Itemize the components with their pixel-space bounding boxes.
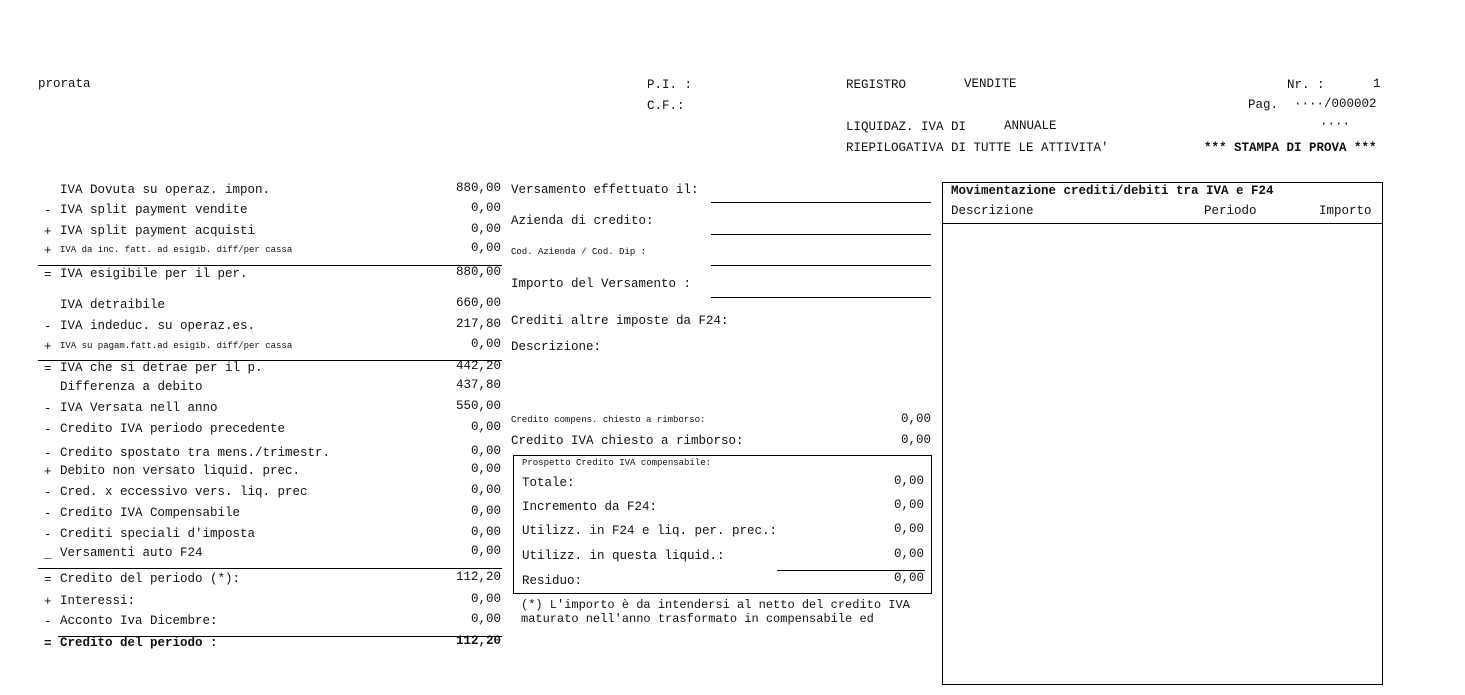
row-sign: -	[44, 507, 52, 521]
divider	[38, 265, 502, 266]
row-value: 0,00	[470, 420, 501, 434]
row-sign: -	[44, 423, 52, 437]
row-value: 0,00	[470, 544, 501, 558]
liquidaz-label: LIQUIDAZ. IVA DI	[846, 120, 967, 134]
totale-value: 0,00	[893, 474, 924, 488]
row-sign: -	[44, 447, 52, 461]
row-sign: _	[44, 547, 52, 561]
row-value: 0,00	[470, 222, 501, 236]
row-sign: =	[44, 362, 52, 376]
row-value: 660,00	[455, 296, 501, 310]
row-label: IVA indeduc. su operaz.es.	[60, 319, 256, 333]
row-label: IVA che si detrae per il p.	[60, 361, 263, 375]
row-sign: =	[44, 573, 52, 587]
utilizz-questa-value: 0,00	[893, 547, 924, 561]
row-value: 0,00	[470, 462, 501, 476]
row-value: 0,00	[470, 592, 501, 606]
divider	[38, 568, 502, 569]
importo-line	[711, 297, 931, 298]
row-value: 437,80	[455, 378, 501, 392]
utilizz-f24-label: Utilizz. in F24 e liq. per. prec.:	[522, 524, 778, 538]
row-label: Interessi:	[60, 594, 136, 608]
col-importo: Importo	[1319, 204, 1372, 218]
row-sign: +	[44, 244, 52, 258]
nr-label: Nr. :	[1287, 78, 1325, 92]
prospetto-credito-box	[513, 455, 932, 594]
liquidaz-value: ANNUALE	[1004, 119, 1057, 133]
row-label: Debito non versato liquid. prec.	[60, 464, 301, 478]
descrizione-label: Descrizione:	[511, 340, 602, 354]
row-value: 0,00	[470, 201, 501, 215]
row-sign: +	[44, 225, 52, 239]
row-value: 880,00	[455, 265, 501, 279]
row-label: Crediti speciali d'imposta	[60, 527, 256, 541]
row-sign: +	[44, 465, 52, 479]
row-sign: -	[44, 486, 52, 500]
row-label: IVA su pagam.fatt.ad esigib. diff/per cassa	[60, 341, 293, 351]
movimentazione-title: Movimentazione crediti/debiti tra IVA e F24	[951, 184, 1274, 198]
row-value: 0,00	[470, 483, 501, 497]
row-label: IVA Versata nell anno	[60, 401, 218, 415]
versamento-date-line	[711, 202, 931, 203]
azienda-line	[711, 234, 931, 235]
credito-iva-rimborso-value: 0,00	[900, 433, 931, 447]
versamento-label: Versamento effettuato il:	[511, 183, 699, 197]
row-label: Credito IVA periodo precedente	[60, 422, 286, 436]
row-sign: =	[44, 637, 52, 651]
movimentazione-panel	[942, 182, 1383, 685]
row-sign: -	[44, 528, 52, 542]
row-label: IVA da inc. fatt. ad esigib. diff/per cassa	[60, 245, 293, 255]
divider	[38, 360, 502, 361]
incremento-value: 0,00	[893, 498, 924, 512]
residuo-label: Residuo:	[522, 574, 583, 588]
row-label: Versamenti auto F24	[60, 546, 203, 560]
row-label: IVA split payment vendite	[60, 203, 248, 217]
note-line-1: (*) L'importo è da intendersi al netto del credito IVA	[521, 598, 910, 612]
prospetto-title: Prospetto Credito IVA compensabile:	[522, 458, 712, 468]
riepilogativa-label: RIEPILOGATIVA DI TUTTE LE ATTIVITA'	[846, 141, 1109, 155]
row-value: 0,00	[470, 241, 501, 255]
row-value: 550,00	[455, 399, 501, 413]
row-label: Credito del periodo (*):	[60, 572, 241, 586]
row-label: IVA esigibile per il per.	[60, 267, 248, 281]
row-label: Credito del periodo :	[60, 636, 218, 650]
col-periodo: Periodo	[1204, 204, 1257, 218]
row-value: 112,20	[455, 634, 501, 648]
row-label: Credito IVA Compensabile	[60, 506, 241, 520]
row-value: 442,20	[455, 359, 501, 373]
row-label: Acconto Iva Dicembre:	[60, 614, 218, 628]
row-value: 112,20	[455, 570, 501, 584]
row-sign: -	[44, 320, 52, 334]
credito-iva-rimborso-label: Credito IVA chiesto a rimborso:	[511, 434, 744, 448]
cf-label: C.F.:	[647, 99, 685, 113]
row-sign: +	[44, 595, 52, 609]
pi-label: P.I. :	[647, 78, 693, 92]
row-value: 880,00	[455, 181, 501, 195]
cod-azienda-label: Cod. Azienda / Cod. Dip :	[511, 247, 647, 257]
row-value: 0,00	[470, 612, 501, 626]
row-sign: -	[44, 615, 52, 629]
row-value: 217,80	[455, 317, 501, 331]
credito-compens-value: 0,00	[900, 412, 931, 426]
row-value: 0,00	[470, 337, 501, 351]
row-value: 0,00	[470, 525, 501, 539]
pag-label: Pag.	[1248, 98, 1279, 112]
utilizz-f24-value: 0,00	[893, 522, 924, 536]
row-label: IVA split payment acquisti	[60, 224, 256, 238]
row-label: Cred. x eccessivo vers. liq. prec	[60, 485, 308, 499]
col-descrizione: Descrizione	[951, 204, 1034, 218]
row-label: IVA detraibile	[60, 298, 166, 312]
row-value: 0,00	[470, 444, 501, 458]
incremento-label: Incremento da F24:	[522, 500, 658, 514]
azienda-label: Azienda di credito:	[511, 214, 654, 228]
pag-value: ····/000002	[1294, 97, 1377, 111]
utilizz-questa-label: Utilizz. in questa liquid.:	[522, 549, 725, 563]
registro-label: REGISTRO	[846, 78, 907, 92]
totale-label: Totale:	[522, 476, 575, 490]
crediti-altre-label: Crediti altre imposte da F24:	[511, 314, 729, 328]
note-line-2: maturato nell'anno trasformato in compensabile ed	[521, 612, 874, 626]
cod-azienda-line	[711, 265, 931, 266]
divider	[58, 636, 502, 637]
importo-versamento-label: Importo del Versamento :	[511, 277, 692, 291]
row-label: IVA Dovuta su operaz. impon.	[60, 183, 271, 197]
credito-compens-label: Credito compens. chiesto a rimborso:	[511, 415, 706, 425]
row-label: Differenza a debito	[60, 380, 203, 394]
row-sign: -	[44, 204, 52, 218]
company-name: prorata	[38, 77, 91, 91]
residuo-value: 0,00	[893, 571, 924, 585]
row-sign: =	[44, 268, 52, 282]
stampa-prova-label: *** STAMPA DI PROVA ***	[1204, 141, 1377, 155]
row-label: Credito spostato tra mens./trimestr.	[60, 446, 331, 460]
header-divider	[943, 223, 1382, 224]
registro-value: VENDITE	[964, 77, 1017, 91]
nr-value: 1	[1373, 77, 1381, 91]
pag-extra: ····	[1320, 117, 1351, 131]
row-sign: -	[44, 402, 52, 416]
row-sign: +	[44, 340, 52, 354]
row-value: 0,00	[470, 504, 501, 518]
